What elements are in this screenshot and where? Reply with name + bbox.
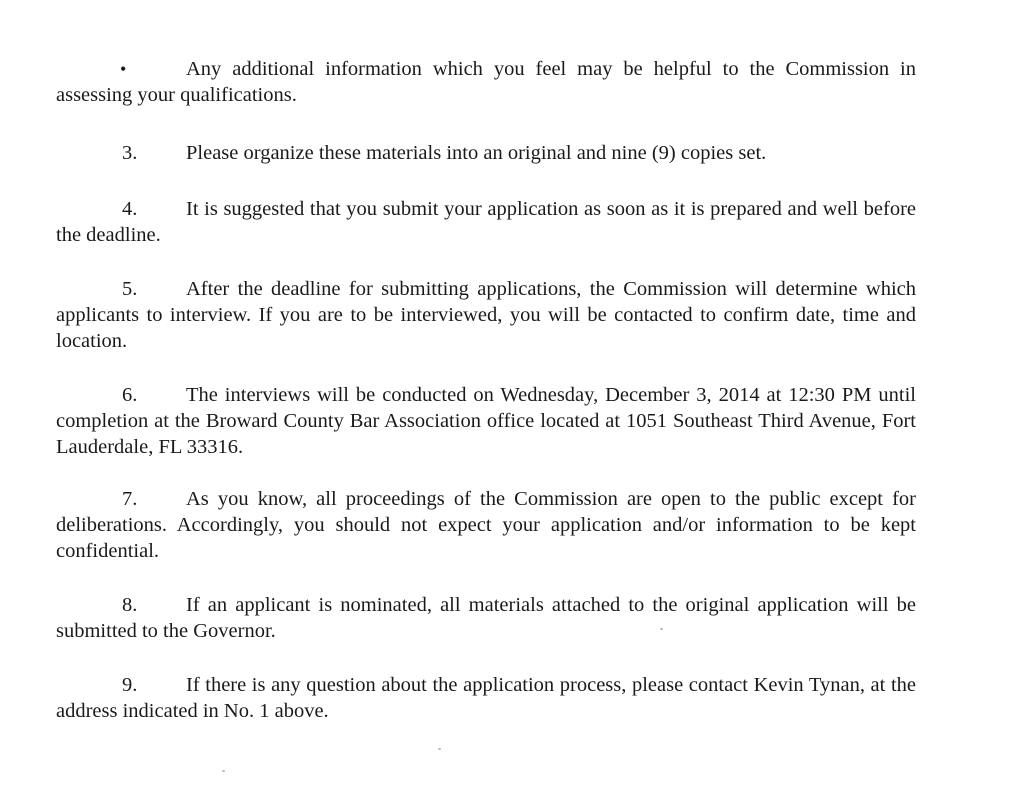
paragraph-text: If an applicant is nominated, all materials attached to the original application will be submitted to the Governor. <box>56 594 916 642</box>
bullet-paragraph-additional-information <box>56 56 916 108</box>
paragraph-number: 5. <box>122 278 138 300</box>
paragraph-number: 3. <box>122 142 138 164</box>
paragraph-number: 7. <box>122 488 138 510</box>
paragraph-8 <box>56 592 916 644</box>
scan-speck <box>438 748 441 750</box>
paragraph-text: It is suggested that you submit your application as soon as it is prepared and well before the deadline. <box>56 198 916 246</box>
paragraph-6 <box>56 382 916 460</box>
paragraph-text: As you know, all proceedings of the Commission are open to the public except for deliberations. Accordingly, you should not expect your application and/or information to be kept confidential. <box>56 488 916 562</box>
paragraph-number: 4. <box>122 198 138 220</box>
paragraph-text: If there is any question about the application process, please contact Kevin Tynan, at the address indicated in No. 1 above. <box>56 674 916 722</box>
paragraph-text: The interviews will be conducted on Wednesday, December 3, 2014 at 12:30 PM until completion at the Broward County Bar Association office located at 1051 Southeast Third Avenue, Fort Lauderdale, FL 33316. <box>56 384 916 458</box>
bullet-marker: • <box>120 59 127 79</box>
paragraph-text: Please organize these materials into an original and nine (9) copies set. <box>186 142 767 164</box>
paragraph-3 <box>56 140 916 166</box>
paragraph-5 <box>56 276 916 354</box>
paragraph-text: After the deadline for submitting applications, the Commission will determine which applicants to interview. If you are to be interviewed, you will be contacted to confirm date, time and location. <box>56 278 916 352</box>
paragraph-number: 6. <box>122 384 138 406</box>
paragraph-number: 9. <box>122 674 138 696</box>
paragraph-7 <box>56 486 916 564</box>
scan-speck <box>660 628 663 630</box>
paragraph-9 <box>56 672 916 724</box>
paragraph-text: Any additional information which you feel may be helpful to the Commission in assessing your qualifications. <box>56 58 916 106</box>
scan-speck <box>222 770 225 772</box>
paragraph-number: 8. <box>122 594 138 616</box>
paragraph-4 <box>56 196 916 248</box>
